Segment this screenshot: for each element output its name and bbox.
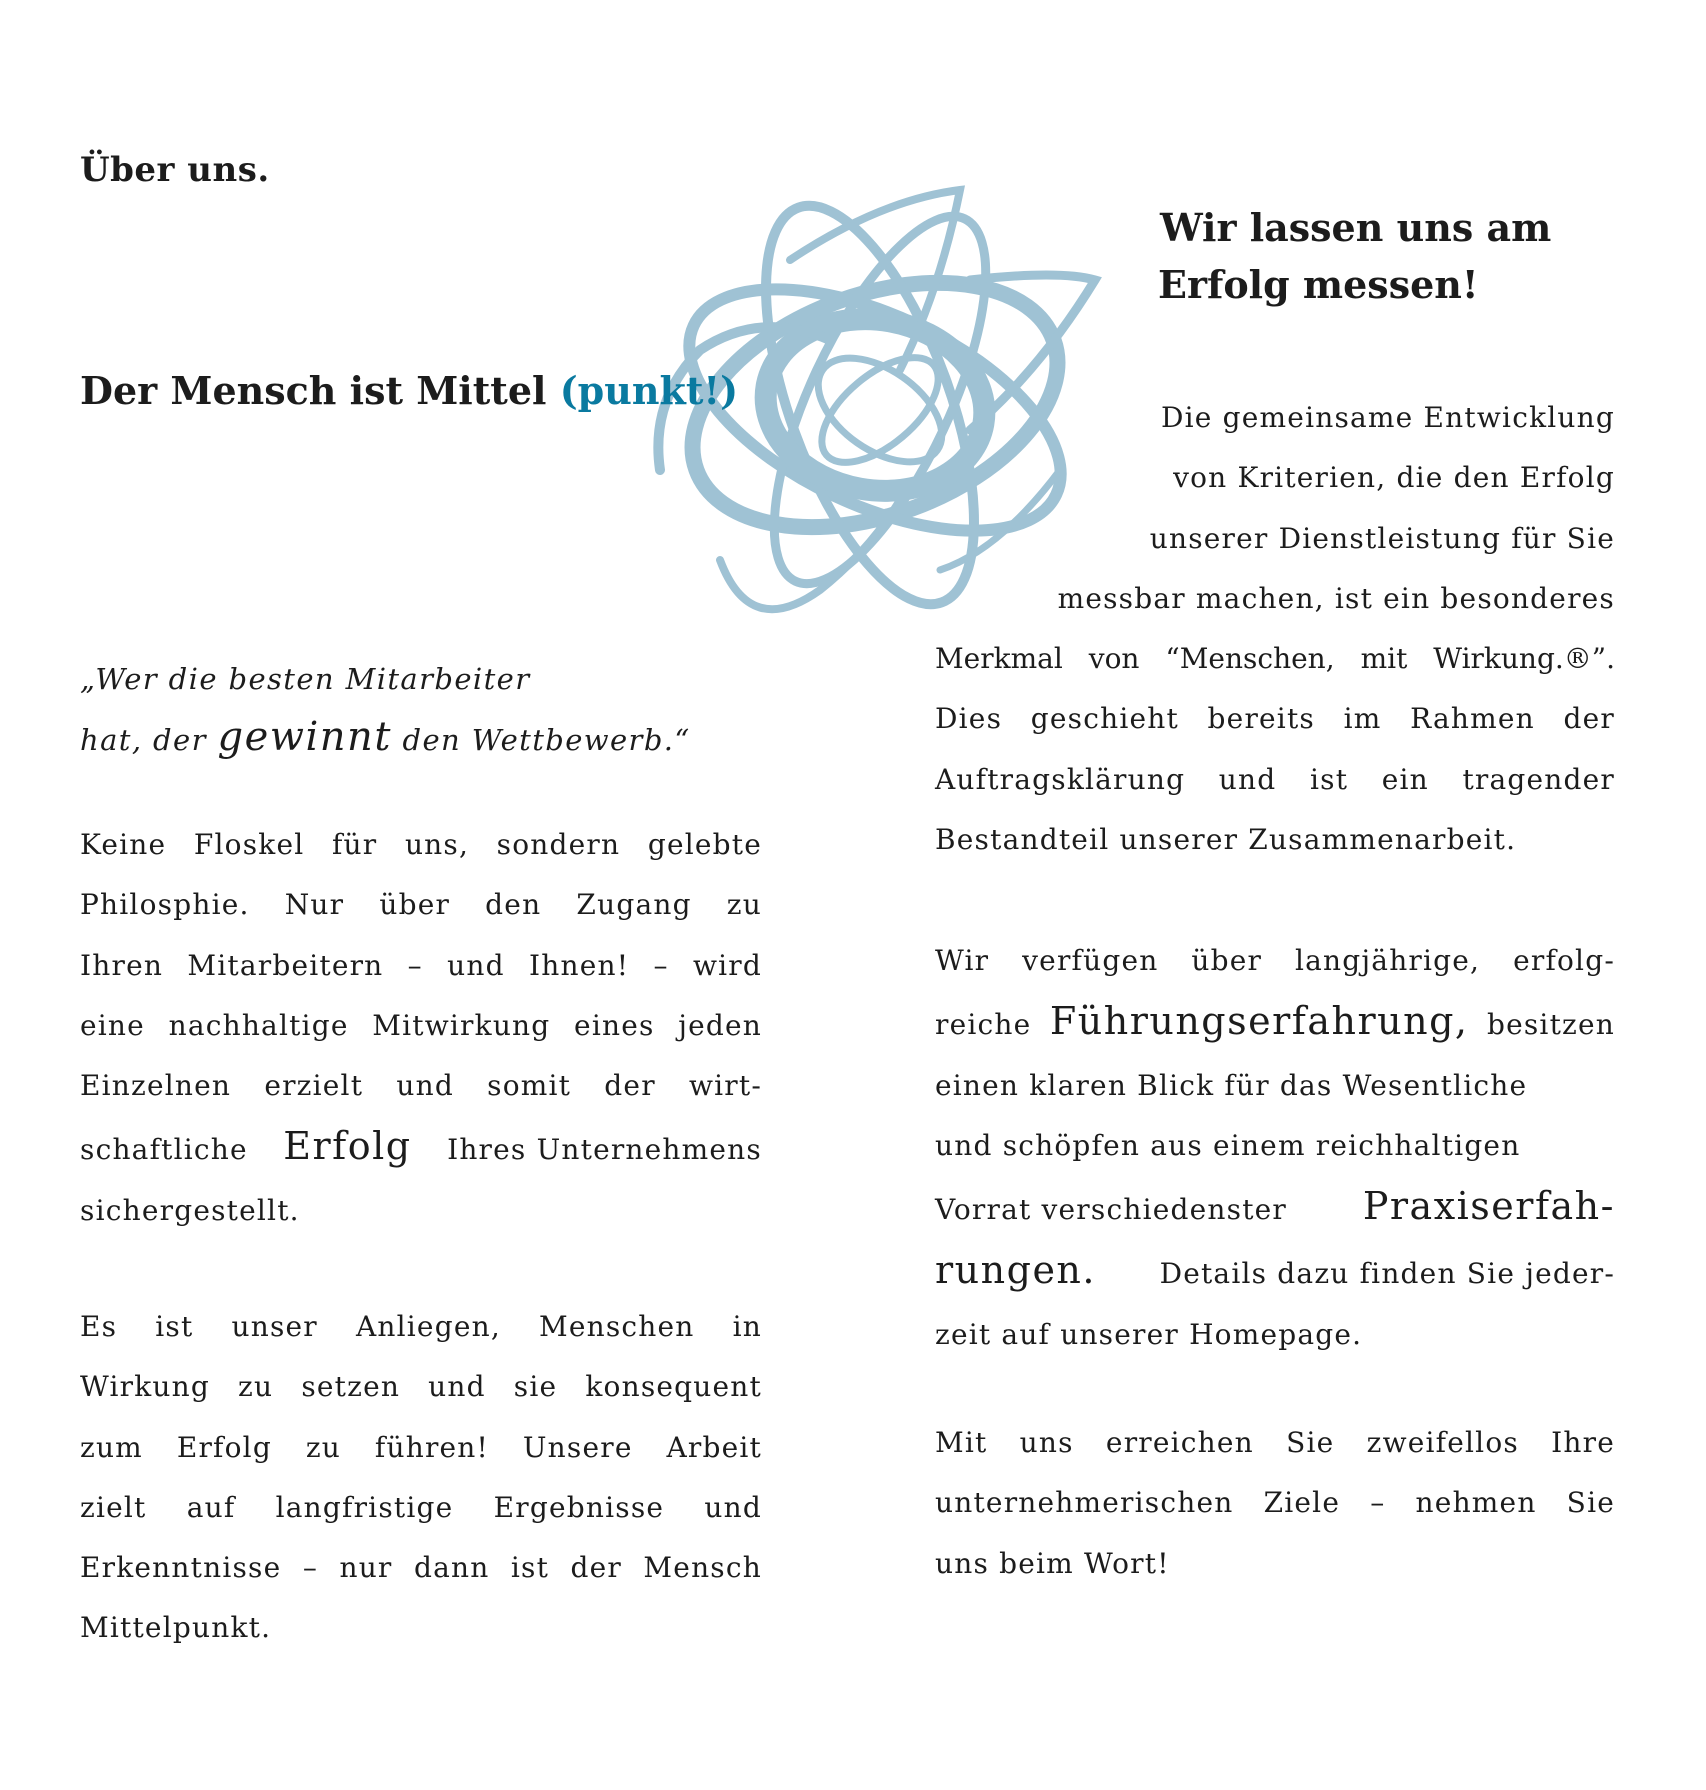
text-line xyxy=(80,1297,762,1357)
text: Ihren Mitarbeitern – und Ihnen! – wird xyxy=(80,948,762,982)
text: Einzelnen erzielt und somit der wirt- xyxy=(80,1069,762,1103)
quote-emphasis: gewinnt xyxy=(217,714,392,760)
text-line xyxy=(80,1538,762,1598)
text: Es ist unser Anliegen, Menschen in xyxy=(80,1310,762,1343)
text-line xyxy=(80,1357,762,1417)
left-paragraph-2 xyxy=(80,1297,762,1659)
section-title xyxy=(80,150,270,190)
right-heading-line-2 xyxy=(1158,262,1479,307)
text-line xyxy=(935,1176,1615,1240)
quote-text: den Wettbewerb.“ xyxy=(402,723,691,757)
text-line xyxy=(80,1418,762,1478)
left-paragraph-1 xyxy=(80,815,762,1241)
text-line xyxy=(80,1056,762,1116)
text-line xyxy=(935,689,1615,749)
emphasis-word: rungen. xyxy=(935,1248,1096,1293)
text: unternehmerischen Ziele – nehmen Sie xyxy=(935,1486,1615,1520)
text-line: Mittelpunkt. xyxy=(80,1611,272,1645)
right-paragraph-3 xyxy=(935,1413,1615,1594)
text-line xyxy=(935,750,1615,810)
text: Erkenntnisse – nur dann ist der Mensch xyxy=(80,1551,762,1585)
text-line xyxy=(80,936,762,996)
text: zum Erfolg zu führen! Unsere Arbeit xyxy=(80,1430,762,1464)
text: Auftragsklärung und ist ein tragender xyxy=(935,762,1615,796)
text-line xyxy=(935,991,1615,1055)
section-title-text: Über uns. xyxy=(80,150,270,190)
left-heading-text: Der Mensch ist Mittel xyxy=(80,368,547,413)
text-line xyxy=(80,1116,762,1180)
text-line: Die gemeinsame Entwicklung xyxy=(1160,401,1615,434)
text-line xyxy=(935,1473,1615,1533)
right-heading-text: Wir lassen uns am xyxy=(1160,205,1552,250)
text-line: uns beim Wort! xyxy=(935,1546,1170,1580)
text: Keine Floskel für uns, sondern gelebte xyxy=(80,828,762,861)
left-heading xyxy=(80,368,738,413)
text: reiche xyxy=(935,1008,1032,1042)
text: zielt auf langfristige Ergebnisse und xyxy=(80,1490,762,1524)
quote-text: hat, der xyxy=(80,723,207,757)
text-line: unserer Dienstleistung für Sie xyxy=(1149,521,1615,555)
text: Dies geschieht bereits im Rahmen der xyxy=(935,702,1615,736)
text: Wirkung zu setzen und sie konsequent xyxy=(80,1370,762,1404)
emphasis-word: Erfolg xyxy=(283,1124,412,1169)
text: schaftliche xyxy=(80,1133,248,1167)
quote-block xyxy=(80,650,770,769)
text: Merkmal von “Menschen, mit Wirkung.®”. xyxy=(935,642,1615,676)
right-heading-line-1 xyxy=(1160,205,1551,250)
left-heading-accent: (punkt!) xyxy=(559,368,739,413)
quote-line-2 xyxy=(80,708,770,769)
text: Ihres Unternehmens xyxy=(447,1133,762,1167)
text-line xyxy=(935,1413,1615,1473)
right-paragraph-2 xyxy=(935,931,1615,1365)
text-line: und schöpfen aus einem reichhaltigen xyxy=(935,1128,1521,1162)
text: Wir verfügen über langjährige, erfolg- xyxy=(935,944,1615,977)
text-line xyxy=(80,875,762,935)
text: Philosphie. Nur über den Zugang zu xyxy=(80,888,762,922)
text: eine nachhaltige Mitwirkung eines jeden xyxy=(80,1008,762,1042)
text: besitzen xyxy=(1486,1008,1615,1042)
text-line xyxy=(935,629,1615,689)
text-line xyxy=(80,996,762,1056)
text-line xyxy=(935,1240,1615,1304)
text: Vorrat verschiedenster xyxy=(935,1193,1288,1227)
right-heading-text: Erfolg messen! xyxy=(1158,262,1479,307)
right-paragraph-1 xyxy=(935,388,1615,870)
text-line: zeit auf unserer Homepage. xyxy=(935,1317,1363,1351)
text-line: von Kriterien, die den Erfolg xyxy=(1173,461,1615,495)
text-line: sichergestellt. xyxy=(80,1193,300,1227)
text: Mit uns erreichen Sie zweifellos Ihre xyxy=(935,1426,1615,1459)
text-line: Bestandteil unserer Zusammenarbeit. xyxy=(935,823,1517,857)
text-line xyxy=(80,815,762,875)
emphasis-word: Praxiserfah- xyxy=(1362,1184,1615,1229)
text-line: einen klaren Blick für das Wesentliche xyxy=(935,1068,1528,1102)
text-line xyxy=(935,931,1615,991)
emphasis-word: Führungserfahrung, xyxy=(1049,999,1469,1044)
text-line xyxy=(80,1478,762,1538)
text: Details dazu finden Sie jeder- xyxy=(1159,1257,1615,1291)
quote-line-1: „Wer die besten Mitarbeiter xyxy=(80,662,531,696)
text-line: messbar machen, ist ein besonderes xyxy=(1057,581,1615,615)
